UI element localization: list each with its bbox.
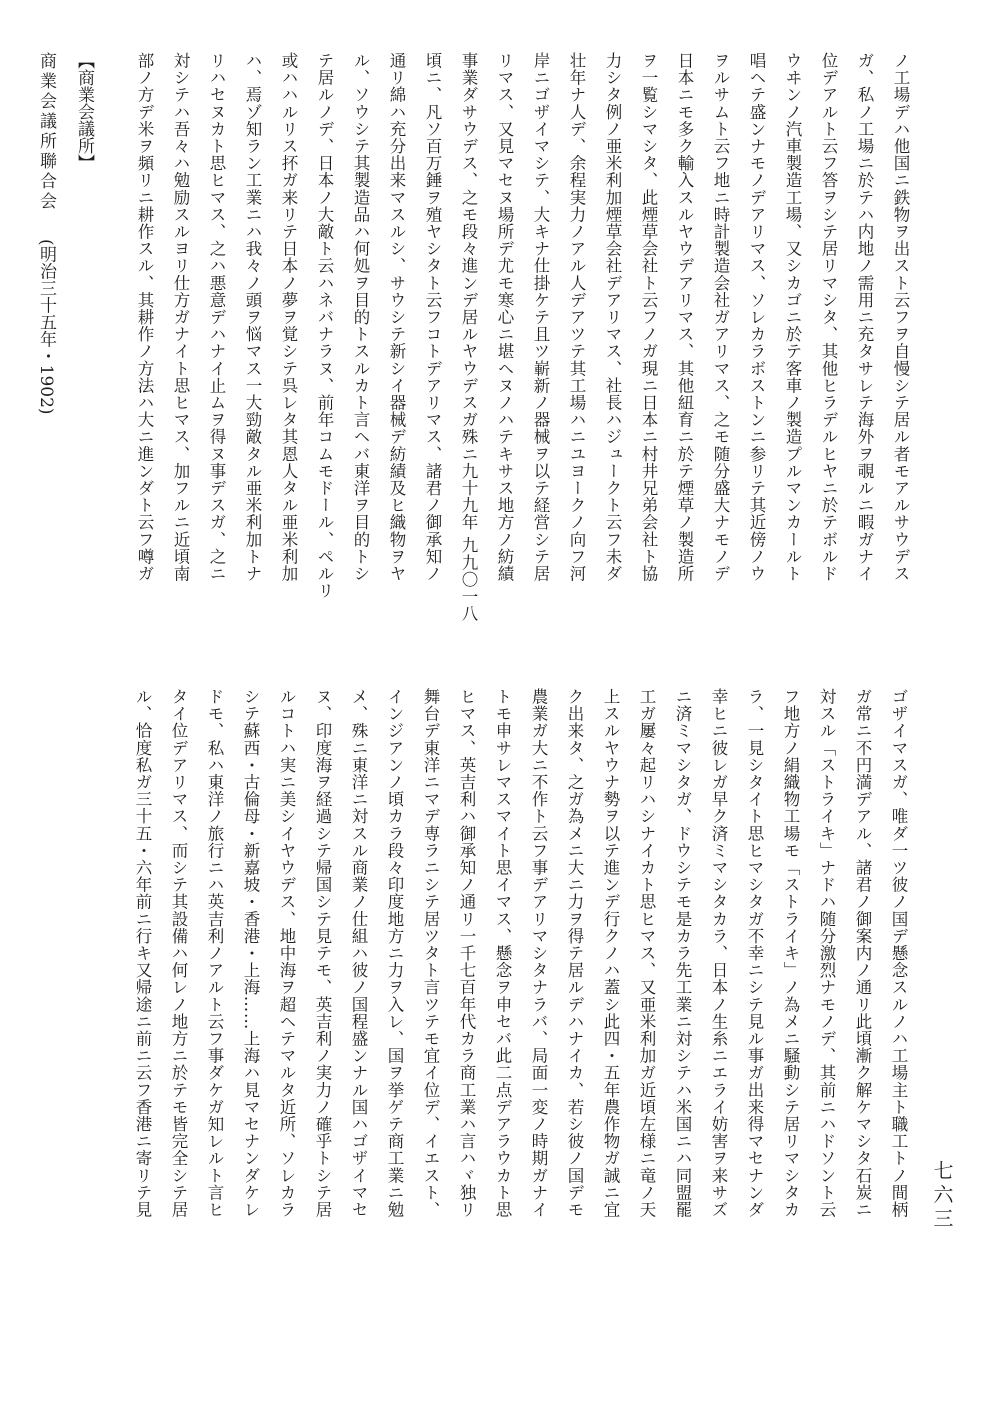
text-line: 上スルヤウナ勢ヲ以テ進ンデ行クノハ蓋シ此四・五年農作物ガ誠ニ宜 xyxy=(601,688,620,1219)
text-line: 或ハハルリス抔ガ来リテ日本ノ夢ヲ覚シテ呉レタ其恩人タル亜米利加 xyxy=(279,52,298,583)
text-line: 対シテハ吾々ハ勉励スルヨリ仕方ガナイト思ヒマス、加フルニ近頃南 xyxy=(171,52,190,583)
text-line: 工ガ屢々起リハシナイカト思ヒマス、又亜米利加ガ近頃左様ニ竜ノ天 xyxy=(637,688,656,1219)
text-line: ヲルサムト云フ地ニ時計製造会社ガアリマス、之モ随分盛大ナモノデ xyxy=(711,52,730,583)
text-line: 壮年ナ人デ、余程実力ノアル人デアツテ其工場ハニユヨークノ向フ河 xyxy=(567,52,586,583)
text-line: 唱ヘテ盛ンナモノデアリマス、ソレカラボストンニ参リテ其近傍ノウ xyxy=(747,52,766,583)
text-line: シテ蘇西・古倫母・新嘉坡・香港・上海……上海ハ見マセナンダケレ xyxy=(241,688,260,1219)
text-line: 頃ニ、凡ソ百万錘ヲ殖ヤシタト云フコトデアリマス、諸君ノ御承知ノ xyxy=(423,52,442,583)
text-line: インジアンノ頃カラ段々印度地方ニ力ヲ入レ、国ヲ挙ゲテ商工業ニ勉 xyxy=(385,688,404,1219)
text-line: メ、殊ニ東洋ニ対スル商業ノ仕組ハ彼ノ国程盛ンナル国ハゴザイマセ xyxy=(349,688,368,1219)
text-line: ドモ、私ハ東洋ノ旅行ニハ英吉利ノアルト云フ事ダケガ知レルト言ヒ xyxy=(205,688,224,1219)
text-line: ウヰンノ汽車製造工場、又シカゴニ於テ客車ノ製造プルマンカールト xyxy=(783,52,802,583)
text-line: ヌ、印度海ヲ経過シテ帰国シテ見テモ、英吉利ノ実力ノ確乎トシテ居 xyxy=(313,688,332,1219)
page-number: 七六三 xyxy=(930,1160,954,1232)
text-line: トモ申サレマスマイト思イマス、懸念ヲ申セバ此二点デアラウカト思 xyxy=(493,688,512,1219)
text-line: ハ、焉ゾ知ラン工業ニハ我々ノ頭ヲ悩マス一大勁敵タル亜米利加トナ xyxy=(243,52,262,583)
text-line: ノ工場デハ他国ニ鉄物ヲ出スト云フヲ自慢シテ居ル者モアルサウデス xyxy=(891,52,910,583)
text-line: 日本ニモ多ク輸入スルヤウデアリマス、其他紐育ニ於テ煙草ノ製造所 xyxy=(675,52,694,583)
text-line: 舞台デ東洋ニマデ専ラニシテ居ツタト言ツテモ宜イ位デ、イエスト、 xyxy=(421,688,440,1219)
text-line: タイ位デアリマス、而シテ其設備ハ何レノ地方ニ於テモ皆完全シテ居 xyxy=(169,688,188,1219)
publication-date: (明治三十五年・1902) xyxy=(36,239,56,415)
section-tag: 【商業会議所】 xyxy=(74,52,94,171)
text-line: 力シタ例ノ亜米利加煙草会社デアリマス、社長ハジュークト云フ未ダ xyxy=(603,52,622,583)
text-line: フ地方ノ絹織物工場モ「ストライキ」ノ為メニ騒動シテ居リマシタカ xyxy=(781,688,800,1219)
text-line: 対スル「ストライキ」ナドハ随分激烈ナモノデ、其前ニハドソント云 xyxy=(817,688,836,1219)
text-line: ガ常ニ不円満デアル、諸君ノ御案内ノ通リ此頃漸ク解ケマシタ石炭ニ xyxy=(853,688,872,1219)
text-line: ヒマス、英吉利ハ御承知ノ通リ一千七百年代カラ商工業ハ言ハヾ独リ xyxy=(457,688,476,1219)
lower-text-block xyxy=(104,688,916,1300)
text-line: 農業ガ大ニ不作ト云フ事デアリマシタナラバ、局面一変ノ時期ガナイ xyxy=(529,688,548,1219)
text-line: 通リ綿ハ充分出来マスルシ、サウシテ新シイ器械デ紡績及ヒ織物ヲヤ xyxy=(387,52,406,583)
running-footer xyxy=(36,52,100,752)
text-line: ガ、私ノ工場ニ於テハ内地ノ需用ニ充タサレテ海外ヲ覗ルニ暇ガナイ xyxy=(855,52,874,583)
text-line: 位デアルト云フ答ヲシテ居リマシタ、其他ヒラデルヒヤニ於テボルド xyxy=(819,52,838,583)
text-line: 岸ニゴザイマシテ、大キナ仕掛ケテ且ツ嶄新ノ器械ヲ以テ経営シテ居 xyxy=(531,52,550,583)
text-line: 部ノ方デ米ヲ頻リニ耕作スル、其耕作ノ方法ハ大ニ進ンダト云フ噂ガ xyxy=(135,52,154,583)
text-line: ニ済ミマシタガ、ドウシテモ是カラ先工業ニ対シテハ米国ニハ同盟罷 xyxy=(673,688,692,1219)
text-line: リハセヌカト思ヒマス、之ハ悪意デハナイ止ムヲ得ヌ事デスガ、之ニ xyxy=(207,52,226,583)
text-line: ヲ一覧シマシタ、此煙草会社ト云フノガ現ニ日本ニ村井兄弟会社ト協 xyxy=(639,52,658,583)
text-line: ラ、一見シタイト思ヒマシタガ不幸ニシテ見ル事ガ出来得マセナンダ xyxy=(745,688,764,1219)
text-line: 幸ヒニ彼レガ早ク済ミマシタカラ、日本ノ生糸ニエライ妨害ヲ来サズ xyxy=(709,688,728,1219)
text-line: ゴザイマスガ、唯ダ一ツ彼ノ国デ懸念スルノハ工場主ト職工トノ間柄 xyxy=(889,688,908,1219)
text-line: ク出来タ、之ガ為メニ大ニ力ヲ得テ居ルデハナイカ、若シ彼ノ国デモ xyxy=(565,688,584,1219)
text-line: ルコトハ実ニ美シイヤウデス、地中海ヲ超ヘテマルタ近所、ソレカラ xyxy=(277,688,296,1219)
text-line: リマス、又見マセヌ場所デ尤モ寒心ニ堪ヘヌノハテキサス地方ノ紡績 xyxy=(495,52,514,583)
text-line: ル、ソウシテ其製造品ハ何処ヲ目的トスルカト言ヘバ東洋ヲ目的トシ xyxy=(351,52,370,583)
organization-name: 商業会議所聯合会 xyxy=(36,52,56,212)
publication-info xyxy=(32,52,60,752)
text-line: ル、恰度私ガ三十五・六年前ニ行キ又帰途ニ前ニ云フ香港ニ寄リテ見 xyxy=(133,688,152,1219)
text-line: テ居ルノデ、日本ノ大敵ト云ハネバナラヌ、前年コムモドール、ペルリ xyxy=(315,52,334,600)
text-line: 事業ダサウデス、之モ段々進ンデ居ルヤウデスガ殊ニ九十九年 九九〇一八 xyxy=(459,52,478,623)
upper-text-block xyxy=(122,52,918,652)
